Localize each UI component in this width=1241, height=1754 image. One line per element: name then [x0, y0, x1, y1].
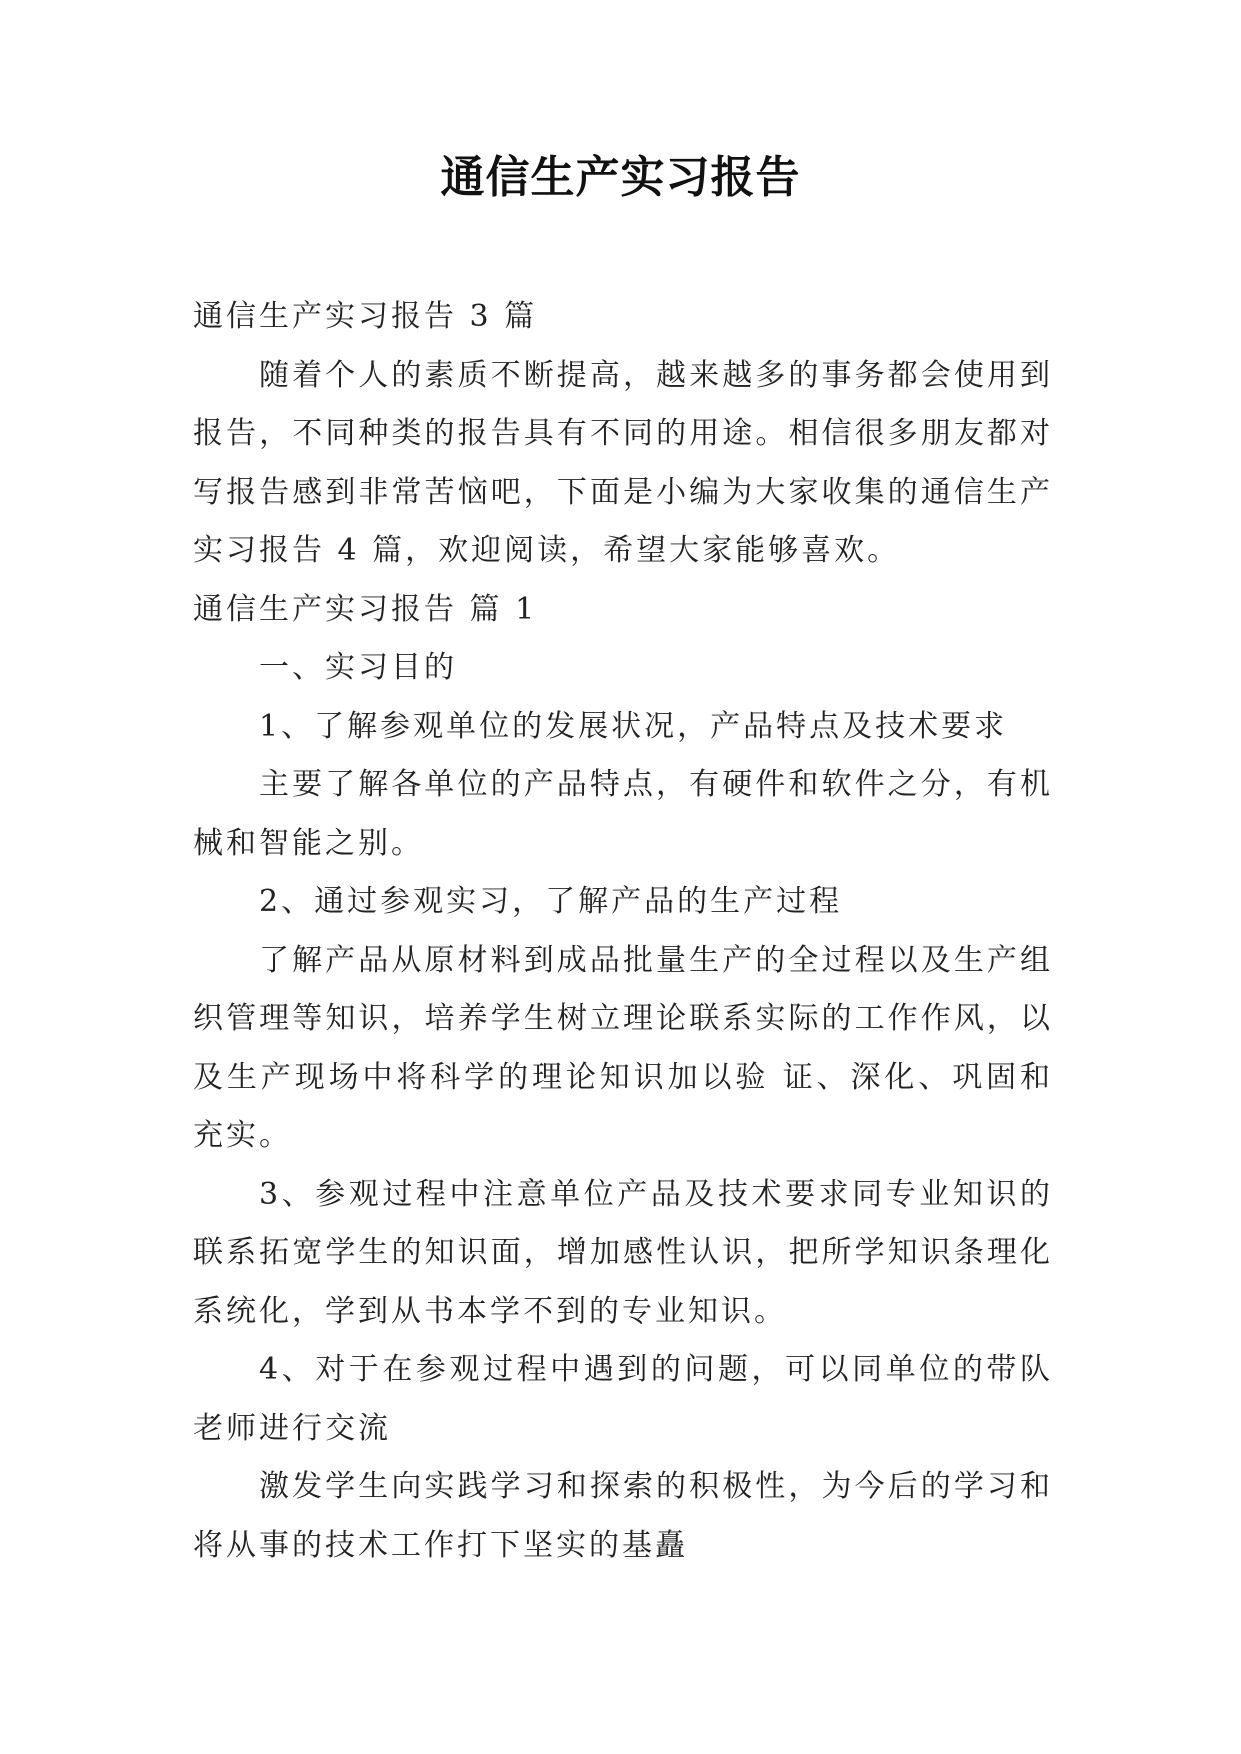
list-item-heading: 1、了解参观单位的发展状况，产品特点及技术要求: [259, 708, 1008, 744]
body-paragraph: 了解产品从原材料到成品批量生产的全过程以及生产组织管理等知识，培养学生树立理论联系实际的工作作风，以及生产现场中将科学的理论知识加以验 证、深化、巩固和充实。: [193, 942, 1053, 1153]
body-paragraph: 激发学生向实践学习和探索的积极性，为今后的学习和将从事的技术工作打下坚实的基矗: [193, 1469, 1053, 1563]
list-item-heading: 2、通过参观实习，了解产品的生产过程: [259, 884, 843, 919]
document-title: 通信生产实习报告: [440, 152, 801, 203]
section-subheading: 一、实习目的: [259, 650, 457, 685]
document-body: [193, 288, 1053, 1575]
subtitle-paragraph: 通信生产实习报告 3 篇: [193, 299, 538, 334]
body-paragraph: 主要了解各单位的产品特点，有硬件和软件之分，有机械和智能之别。: [193, 767, 1053, 861]
list-item-paragraph: 4、对于在参观过程中遇到的问题，可以同单位的带队老师进行交流: [193, 1352, 1053, 1446]
intro-paragraph: 随着个人的素质不断提高，越来越多的事务都会使用到报告，不同种类的报告具有不同的用途。相信很多朋友都对写报告感到非常苦恼吧，下面是小编为大家收集的通信生产实习报告 4 篇，欢迎阅读，希望大家能够喜欢。: [193, 357, 1053, 568]
list-item-paragraph: 3、参观过程中注意单位产品及技术要求同专业知识的联系拓宽学生的知识面，增加感性认识，把所学知识条理化系统化，学到从书本学不到的专业知识。: [193, 1176, 1053, 1329]
section-heading: 通信生产实习报告 篇 1: [193, 591, 538, 627]
